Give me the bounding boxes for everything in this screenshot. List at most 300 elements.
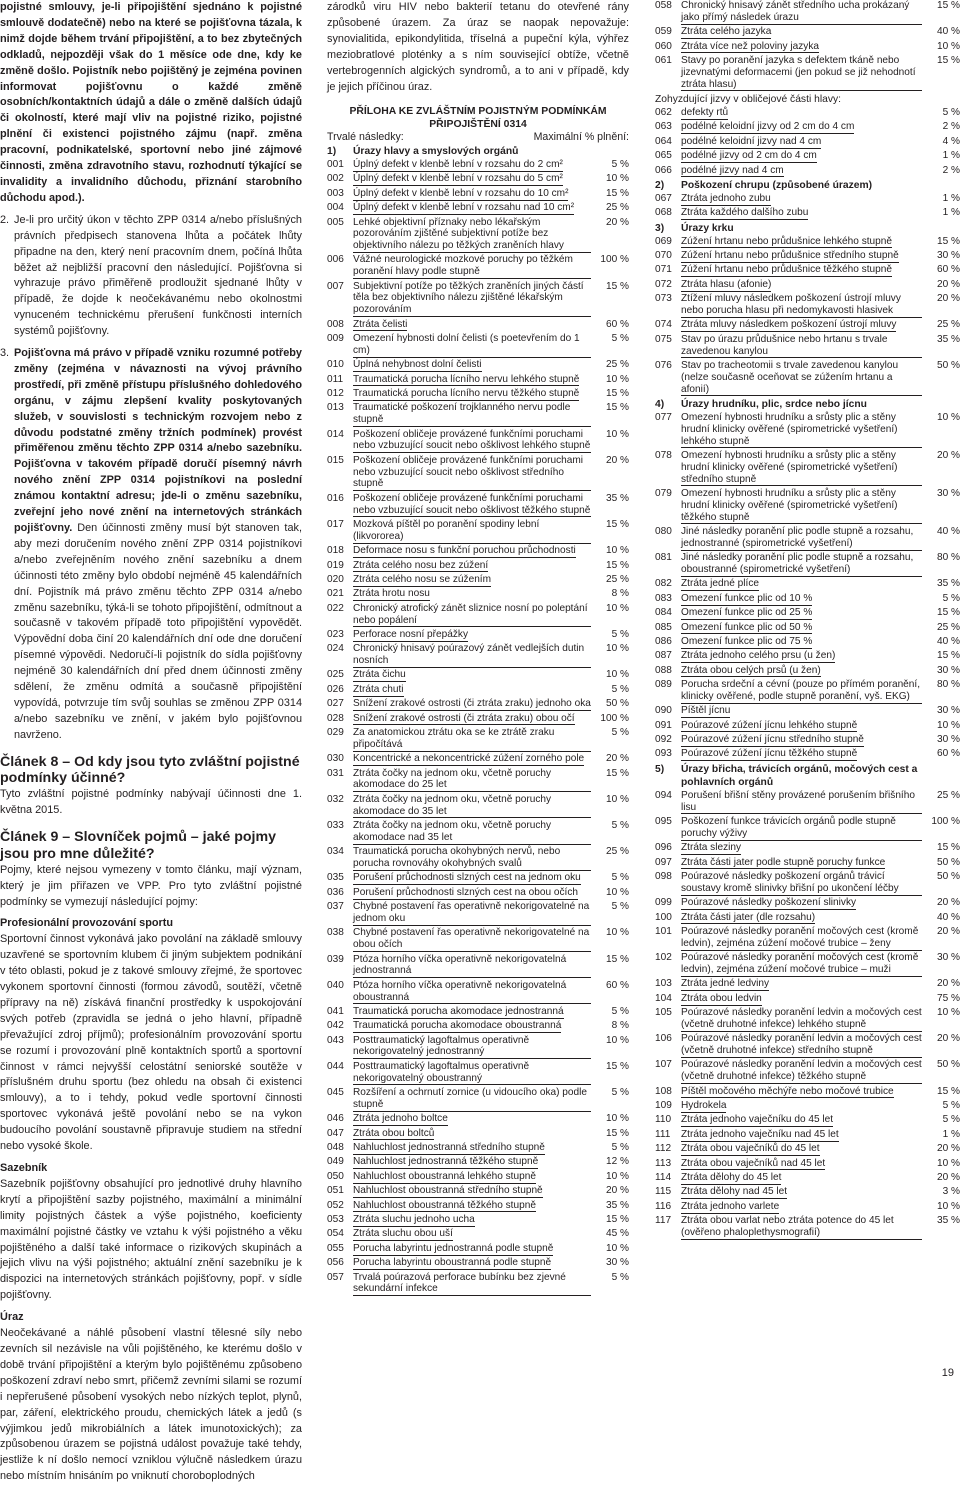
row-max-percent: 15 % (605, 518, 629, 530)
table-row (327, 887, 629, 901)
row-code: 113 (655, 1157, 672, 1169)
table-row (327, 698, 629, 712)
row-max-percent: 15 % (936, 650, 960, 662)
row-code: 042 (327, 1020, 344, 1032)
row-code: 109 (655, 1100, 672, 1112)
row-code: 102 (655, 952, 672, 964)
row-description: podélné jizvy od 2 cm do 4 cm (681, 150, 817, 162)
table-row (655, 1059, 960, 1085)
row-code: 022 (327, 602, 344, 614)
row-max-percent: 15 % (936, 0, 960, 11)
row-max-percent: 10 % (605, 428, 629, 440)
row-code: 111 (655, 1128, 671, 1140)
table-row (655, 136, 960, 150)
row-code: 105 (655, 1007, 672, 1019)
row-description: Traumatické poškození trojklanného nervu podle stupně (353, 402, 591, 427)
row-description: Poúrazové zúžení jícnu středního stupně (681, 734, 864, 746)
row-max-percent: 35 % (605, 1199, 629, 1211)
row-description: Zúžení hrtanu nebo průdušnice středního stupně (681, 250, 899, 262)
row-max-percent: 25 % (605, 846, 629, 858)
row-description: Ztráta chuti (353, 683, 404, 695)
table-row (327, 374, 629, 388)
table-row (655, 679, 960, 705)
row-description: Ztráta části jater (dle rozsahu) (681, 911, 816, 923)
row-description: defekty rtů (681, 106, 729, 118)
table-row (327, 643, 629, 669)
paragraph-2 (0, 213, 302, 340)
row-description: Ztráta celého nosu se zúžením (353, 573, 492, 585)
row-code: 050 (327, 1170, 344, 1182)
table-row (655, 1100, 960, 1114)
row-description: Trvalá poúrazová perforace bubínku bez zjevné sekundární infekce (353, 1272, 591, 1297)
table-row (327, 1272, 629, 1298)
section-heading: 1) Úrazy hlavy a smyslových orgánů (327, 145, 519, 157)
row-max-percent: 35 % (936, 1215, 960, 1227)
table-row (327, 519, 629, 545)
table-row (655, 1143, 960, 1157)
row-code: 098 (655, 870, 672, 882)
row-max-percent: 10 % (936, 412, 960, 423)
row-code: 010 (327, 359, 344, 371)
row-max-percent: 15 % (605, 187, 629, 199)
row-max-percent: 10 % (605, 927, 629, 939)
row-max-percent: 1 % (942, 207, 960, 219)
row-description: Zúžení hrtanu nebo průdušnice těžkého stupně (681, 264, 892, 276)
row-description: Poúrazové následky poranění ledvin a močových cest (včetně druhotné infekce) lehkého stupně (681, 1007, 922, 1030)
table-row (655, 1158, 960, 1172)
row-description: Ztráta obou vaječníků do 45 let (681, 1143, 820, 1155)
row-description: Ztráta části jater podle stupně poruchy funkce (681, 856, 886, 868)
row-code: 088 (655, 664, 672, 676)
table-row (655, 842, 960, 856)
left-column (0, 0, 302, 1485)
table-row (655, 107, 960, 121)
table-row (327, 217, 629, 255)
row-max-percent: 25 % (936, 789, 960, 801)
row-max-percent: 15 % (936, 1085, 960, 1097)
row-max-percent: 60 % (605, 318, 629, 330)
row-max-percent: 10 % (605, 1242, 629, 1254)
row-description: Poúrazové následky poranění ledvin a močových cest (včetně druhotné infekce) těžkého stupně (681, 1059, 922, 1083)
row-description: Poúrazové následky poškození orgánů trávicí soustavy kromě slinivky břišní po ukončení léčby (681, 871, 922, 896)
row-description: Posttraumatický lagoftalmus operativně nekorigovatelný jednostranný (353, 1035, 591, 1060)
row-max-percent: 30 % (936, 250, 960, 262)
table-row (327, 1171, 629, 1185)
table-row (655, 319, 960, 333)
row-max-percent: 5 % (611, 1087, 629, 1099)
table-row (327, 588, 629, 602)
row-code: 108 (655, 1085, 672, 1097)
table-row (655, 1086, 960, 1100)
row-description: Chronický atrofický zánět sliznice nosní po poleptání nebo popálení (353, 603, 591, 628)
article-9-text: Pojmy, které nejsou vymezeny v tomto článku, mají význam, který je jim přiřazen ve VPP. Pro tyto zvláštní pojistné podmínky se vymezují následující pojmy: (0, 863, 302, 908)
row-max-percent: 5 % (611, 333, 629, 345)
row-description: Ztráta čočky na jednom oku, včetně poruchy akomodace do 35 let (353, 794, 591, 819)
row-description: Omezení hybnosti hrudníku a srůsty plic a stěny hrudní klinicky ověřené (spirometrické vyšetření) těžkého stupně (681, 488, 922, 524)
row-description: Ztráta jednoho boltce (353, 1113, 448, 1125)
table-row (655, 720, 960, 734)
row-max-percent: 40 % (936, 26, 960, 38)
annex-title: PŘÍLOHA KE ZVLÁŠTNÍM POJISTNÝM PODMÍNKÁM PŘIPOJIŠTĚNÍ 0314 (349, 106, 607, 131)
row-description: Omezení funkce plic od 75 % (681, 635, 813, 647)
table-row (655, 1186, 960, 1200)
table-row (655, 0, 960, 26)
row-max-percent: 20 % (936, 293, 960, 305)
row-max-percent: 20 % (936, 1172, 960, 1183)
row-description: Ztráta sluchu jednoho ucha (353, 1213, 475, 1225)
row-code: 078 (655, 449, 672, 461)
row-description: Ztráta obou ledvin (681, 992, 762, 1004)
row-description: podélné jizvy nad 4 cm (681, 164, 784, 176)
row-description: Ztráta celého jazyka (681, 26, 772, 38)
row-description: Traumatická porucha lícního nervu lehkého stupně (353, 373, 580, 385)
row-max-percent: 5 % (942, 1100, 960, 1112)
row-code: 021 (327, 588, 344, 600)
table-row (655, 816, 960, 842)
row-code: 114 (655, 1172, 672, 1183)
table-row (655, 622, 960, 636)
row-max-percent: 40 % (936, 911, 960, 923)
row-max-percent: 3 % (942, 1186, 960, 1198)
table-row (327, 980, 629, 1006)
row-code: 066 (655, 164, 672, 176)
row-code: 035 (327, 872, 344, 884)
row-code: 083 (655, 592, 672, 604)
row-code: 033 (327, 819, 344, 831)
table-row (327, 319, 629, 333)
row-code: 016 (327, 492, 344, 504)
row-code: 079 (655, 487, 672, 499)
table-row (327, 713, 629, 727)
row-description: Porucha labyrintu oboustranná podle stupně (353, 1257, 552, 1269)
row-code: 004 (327, 202, 344, 214)
row-code: 023 (327, 628, 344, 640)
row-max-percent: 50 % (936, 360, 960, 372)
row-description: Chronický hnisavý poúrazový zánět vedlejších dutin nosních (353, 643, 591, 668)
row-description: Koncentrické a nekoncentrické zúžení zorného pole (353, 753, 585, 765)
table-row (655, 1129, 960, 1143)
row-code: 029 (327, 727, 344, 739)
row-max-percent: 10 % (605, 545, 629, 557)
row-description: Hydrokela (681, 1100, 727, 1112)
row-code: 034 (327, 846, 344, 858)
row-code: 070 (655, 250, 672, 262)
row-code: 112 (655, 1143, 672, 1155)
row-max-percent: 5 % (611, 819, 629, 831)
row-code: 051 (327, 1185, 344, 1197)
row-max-percent: 15 % (936, 235, 960, 247)
table-header (327, 131, 629, 145)
row-code: 030 (327, 753, 344, 765)
row-description: Poúrazové následky poranění močových cest (kromě ledvin), zejména zúžení močové trubice – muži (681, 952, 922, 977)
row-code: 043 (327, 1034, 344, 1046)
row-description: Ztráta více než poloviny jazyka (681, 40, 820, 52)
row-code: 117 (655, 1215, 672, 1227)
row-code: 031 (327, 767, 344, 779)
table-row (327, 359, 629, 373)
injury-table (327, 159, 629, 1298)
table-row (655, 488, 960, 526)
row-code: 096 (655, 842, 672, 854)
row-max-percent: 60 % (605, 979, 629, 991)
table-row (327, 281, 629, 319)
row-description: Omezení funkce plic od 25 % (681, 607, 813, 619)
row-code: 045 (327, 1087, 344, 1099)
table-row (327, 1020, 629, 1034)
row-description: Ztráta každého dalšího zubu (681, 207, 809, 219)
row-max-percent: 20 % (936, 278, 960, 290)
table-row (655, 236, 960, 250)
row-description: Ztráta obou boltců (353, 1127, 435, 1139)
table-row (655, 360, 960, 398)
table-row (655, 193, 960, 207)
row-code: 013 (327, 402, 344, 414)
table-row (327, 333, 629, 359)
row-max-percent: 50 % (936, 1059, 960, 1071)
row-max-percent: 10 % (605, 1034, 629, 1046)
row-max-percent: 20 % (605, 216, 629, 228)
row-max-percent: 50 % (605, 698, 629, 710)
table-row (655, 748, 960, 762)
row-code: 020 (327, 573, 344, 585)
table-row (327, 1035, 629, 1061)
row-description: Poúrazové zúžení jícnu lehkého stupně (681, 719, 858, 731)
row-description: Úplná nehybnost dolní čelisti (353, 359, 482, 371)
row-max-percent: 10 % (605, 1170, 629, 1182)
row-code: 110 (655, 1114, 672, 1126)
row-max-percent: 15 % (605, 953, 629, 965)
paragraph-number: 3. (0, 347, 10, 360)
table-row (327, 1257, 629, 1271)
row-description: Stav po tracheotomii s trvale zavedenou kanylou (nelze současně oceňovat se zúžením hrtanu a afonií) (681, 360, 922, 396)
injury-table (655, 236, 960, 398)
row-code: 069 (655, 235, 672, 247)
row-code: 085 (655, 621, 672, 633)
table-row (655, 552, 960, 578)
row-code: 027 (327, 698, 344, 710)
row-max-percent: 10 % (605, 643, 629, 655)
row-description: Ztráta jednoho celého prsu (u žen) (681, 650, 836, 662)
row-code: 107 (655, 1059, 672, 1071)
table-row (327, 1128, 629, 1142)
row-description: podélné keloidní jizvy nad 4 cm (681, 135, 822, 147)
row-max-percent: 20 % (936, 978, 960, 990)
row-code: 068 (655, 207, 672, 219)
row-max-percent: 5 % (611, 727, 629, 739)
table-row (655, 412, 960, 450)
row-max-percent: 5 % (942, 1114, 960, 1126)
row-max-percent: 10 % (936, 40, 960, 52)
row-max-percent: 10 % (605, 1113, 629, 1125)
row-max-percent: 60 % (936, 264, 960, 276)
scar-subheading: Zohyzdující jizvy v obličejové části hlavy: (655, 93, 841, 105)
row-code: 067 (655, 192, 672, 204)
row-max-percent: 20 % (936, 449, 960, 461)
row-code: 018 (327, 545, 344, 557)
row-description: Omezení funkce plic od 50 % (681, 621, 813, 633)
row-code: 115 (655, 1186, 672, 1198)
row-description: Traumatická porucha lícního nervu těžkého stupně (353, 388, 580, 400)
row-description: Chronický hnisavý zánět středního ucha prokázaný jako přímý následek úrazu (681, 0, 922, 25)
row-description: Píštěl močového měchýře nebo močové trubice (681, 1085, 894, 1097)
row-code: 060 (655, 40, 672, 52)
row-code: 062 (655, 106, 672, 118)
row-description: Ztráta čichu (353, 669, 406, 681)
table-row (327, 402, 629, 428)
row-code: 019 (327, 559, 344, 571)
row-description: Ztráta dělohy do 45 let (681, 1172, 782, 1183)
paragraph-text: Je-li pro určitý úkon v těchto ZPP 0314 a/nebo příslušných právních předpisech stanovena lhůta a počátek lhůty připadne na den, který není pracovním dnem, počíná lhůta běžet až nejbližší pracovní den následující. Pojišťovna si vyhrazuje právo přiměřeně prodloužit sjednané lhůty v případě, že dojde k neočekávanému nebo okolnostmi vynuceném technickému přerušení funkčnosti interních systémů pojišťovny. (14, 213, 302, 338)
table-row (655, 926, 960, 952)
row-code: 008 (327, 318, 344, 330)
row-max-percent: 10 % (936, 1200, 960, 1212)
row-max-percent: 60 % (936, 748, 960, 760)
row-max-percent: 5 % (611, 1271, 629, 1283)
row-description: Chybné postavení řas operativně nekorigovatelné na jednom oku (353, 901, 590, 924)
row-code: 014 (327, 428, 344, 440)
row-code: 053 (327, 1213, 344, 1225)
row-description: Snížení zrakové ostrosti (či ztráta zraku) jednoho oka (353, 698, 591, 710)
row-max-percent: 15 % (605, 280, 629, 292)
row-code: 054 (327, 1228, 344, 1240)
row-code: 103 (655, 978, 672, 990)
row-code: 082 (655, 578, 672, 590)
table-row (655, 279, 960, 293)
table-row (655, 334, 960, 360)
row-description: Poškození obličeje provázené funkčními poruchami nebo vzbuzující soucit nebo ošklivost středního stupně (353, 455, 591, 491)
table-row (655, 607, 960, 621)
row-description: Poškození obličeje provázené funkčními poruchami nebo vzbuzující soucit nebo ošklivost těžkého stupně (353, 492, 591, 516)
row-description: Ztráta celého nosu bez zúžení (353, 559, 489, 571)
row-max-percent: 10 % (936, 1157, 960, 1169)
row-code: 058 (655, 0, 672, 11)
row-max-percent: 25 % (936, 621, 960, 633)
row-max-percent: 30 % (936, 664, 960, 676)
row-description: Nahluchlost oboustranná lehkého stupně (353, 1170, 536, 1182)
row-code: 006 (327, 254, 344, 266)
row-description: Omezení hybnosti dolní čelisti (s poetevřením do 1 cm) (353, 333, 591, 358)
section-heading: 3) Úrazy krku (655, 222, 734, 234)
row-description: Nahluchlost jednostranná těžkého stupně (353, 1156, 539, 1168)
table-row (327, 1156, 629, 1170)
table-row (655, 41, 960, 55)
row-code: 037 (327, 901, 344, 913)
row-description: Ztráta jednoho varlete (681, 1200, 780, 1212)
row-description: Úplný defekt v klenbě lební v rozsahu nad 10 cm² (353, 202, 575, 214)
row-description: Stavy po poranění jazyka s defektem tkáně nebo jizevnatými deformacemi (jen pokud se již nehodnotí ztráta hlasu) (681, 55, 922, 91)
definition-title: Profesionální provozování sportu (0, 917, 174, 930)
row-description: Traumatická porucha akomodace oboustranná (353, 1020, 562, 1032)
row-code: 038 (327, 927, 344, 939)
table-row (327, 669, 629, 683)
row-code: 080 (655, 525, 672, 537)
table-row (327, 560, 629, 574)
row-description: Omezení funkce plic od 10 % (681, 592, 813, 604)
row-code: 092 (655, 734, 672, 746)
row-max-percent: 15 % (605, 767, 629, 779)
row-description: Ztráta jednoho zubu (681, 192, 771, 204)
row-max-percent: 5 % (942, 592, 960, 604)
table-row (655, 264, 960, 278)
table-row (327, 1243, 629, 1257)
row-code: 090 (655, 705, 672, 717)
row-description: Omezení hybnosti hrudníku a srůsty plic a stěny hrudní klinicky ověřené (spirometrické vyšetření) lehkého stupně (681, 412, 922, 448)
table-row (327, 173, 629, 187)
row-description: Ptóza horního víčka operativně nekorigovatelná jednostranná (353, 954, 591, 979)
injury-table (655, 790, 960, 1242)
injury-table (655, 107, 960, 179)
row-code: 015 (327, 454, 344, 466)
table-row (327, 1214, 629, 1228)
row-code: 057 (327, 1271, 344, 1283)
table-row (327, 388, 629, 402)
row-description: Jiné následky poranění plic podle stupně a rozsahu, jednostranné (spirometrické vyšetření) (681, 526, 922, 551)
row-description: Porucha labyrintu jednostranná podle stupně (353, 1242, 554, 1254)
table-row (655, 165, 960, 179)
table-row (655, 952, 960, 978)
table-row (655, 1172, 960, 1186)
table-row (655, 1215, 960, 1241)
row-code: 104 (655, 992, 672, 1004)
row-max-percent: 10 % (605, 886, 629, 898)
row-max-percent: 35 % (936, 578, 960, 590)
row-code: 073 (655, 293, 672, 305)
row-description: Píštěl jícnu (681, 705, 731, 717)
row-description: Snížení zrakové ostrosti (či ztráta zraku) obou očí (353, 712, 575, 724)
row-max-percent: 5 % (611, 1005, 629, 1017)
row-max-percent: 40 % (936, 635, 960, 647)
table-row (655, 26, 960, 40)
row-max-percent: 50 % (936, 856, 960, 868)
row-code: 074 (655, 319, 672, 331)
row-description: Ztráta hrotu nosu (353, 588, 430, 600)
row-max-percent: 20 % (936, 925, 960, 937)
row-description: Porušení břišní stěny provázené porušením břišního lisu (681, 790, 922, 815)
row-description: Subjektivní potíže po těžkých zraněních jiných částí těla bez objektivního nálezu zjištěné lékařským pozorováním (353, 281, 591, 317)
table-row (655, 734, 960, 748)
row-max-percent: 1 % (942, 1128, 960, 1140)
definition-text: Sazebník pojišťovny obsahující pro jednotlivé druhy hlavního krytí a připojištění sazby pojistného, maximální a minimální limity pojistných částek a výše pojistného, koeficienty maximální pojistné částky ve vztahu k výši pojistného a věku pojištěného a další také informace o rizikových skupinách a jejich vlivu na výši pojistného; aktuální znění sazebníku je k dispozici na internetových stránkách pojišťovny, popř. v sídle pojišťovny. (0, 1177, 302, 1302)
row-max-percent: 35 % (936, 333, 960, 345)
row-max-percent: 15 % (605, 402, 629, 414)
row-max-percent: 20 % (936, 1143, 960, 1155)
table-row (655, 293, 960, 319)
table-row (327, 820, 629, 846)
table-row (327, 1061, 629, 1087)
row-code: 116 (655, 1200, 672, 1212)
row-max-percent: 25 % (605, 359, 629, 371)
row-description: Chybné postavení řas operativně nekorigovatelné na obou očích (353, 927, 590, 951)
row-max-percent: 100 % (931, 816, 960, 827)
row-code: 086 (655, 635, 672, 647)
table-row (655, 55, 960, 93)
row-description: Za anatomickou ztrátu oka se ke ztrátě zraku připočítává (353, 727, 591, 752)
row-max-percent: 10 % (605, 669, 629, 681)
row-code: 063 (655, 121, 672, 133)
row-code: 056 (327, 1257, 344, 1269)
row-description: Poúrazové zúžení jícnu těžkého stupně (681, 748, 858, 760)
row-code: 075 (655, 333, 672, 345)
right-column (655, 0, 960, 1241)
row-max-percent: 100 % (600, 254, 629, 266)
table-row (327, 768, 629, 794)
table-row (327, 794, 629, 820)
row-code: 007 (327, 280, 344, 292)
row-max-percent: 2 % (942, 164, 960, 176)
row-code: 064 (655, 135, 672, 147)
table-row (327, 753, 629, 767)
table-row (655, 978, 960, 992)
